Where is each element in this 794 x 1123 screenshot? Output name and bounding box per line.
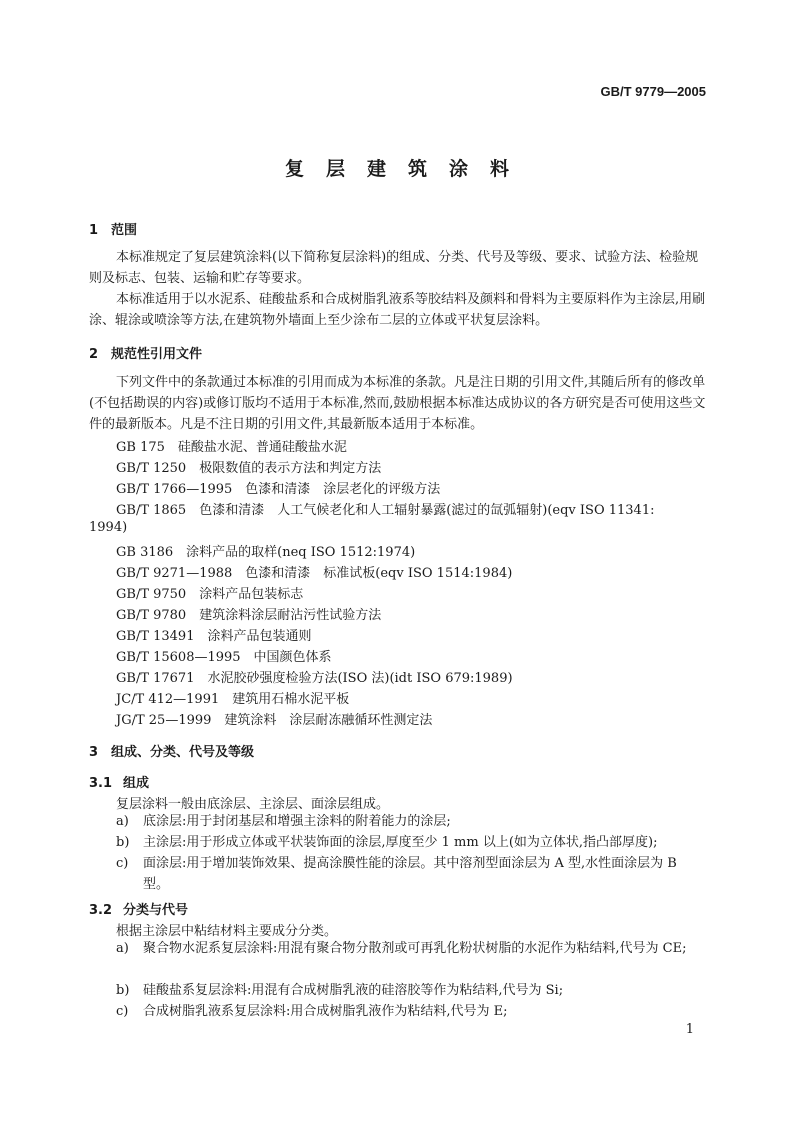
standard-number: GB/T 9779—2005 [600, 84, 706, 99]
list-text: 主涂层:用于形成立体或平状装饰面的涂层,厚度至少 1 mm 以上(如为立体状,指凸部厚度); [143, 835, 658, 850]
list-marker: c) [116, 1004, 129, 1019]
list-item [116, 811, 706, 832]
reference-item: GB/T 1250 极限数值的表示方法和判定方法 [116, 461, 382, 476]
page-title [0, 154, 794, 181]
reference-item: GB/T 17671 水泥胶砂强度检验方法(ISO 法)(idt ISO 679:1989) [116, 671, 513, 686]
reference-item: GB/T 9780 建筑涂料涂层耐沾污性试验方法 [116, 608, 382, 623]
list-marker: b) [116, 983, 130, 998]
section-number: 2 [89, 347, 99, 362]
section-title: 规范性引用文件 [111, 347, 203, 362]
list-text: 聚合物水泥系复层涂料:用混有聚合物分散剂或可再乳化粉状树脂的水泥作为粘结料,代号为 CE; [143, 941, 687, 956]
section-2-heading [89, 343, 202, 362]
title-char: 筑 [408, 158, 428, 180]
list-text: 面涂层:用于增加装饰效果、提高涂膜性能的涂层。其中溶剂型面涂层为 A 型,水性面涂层为 B 型。 [143, 856, 677, 892]
section-number: 3 [89, 745, 99, 760]
section-1-paragraph-1: 本标准规定了复层建筑涂料(以下简称复层涂料)的组成、分类、代号及等级、要求、试验方法、检验规则及标志、包装、运输和贮存等要求。 [89, 250, 699, 286]
title-char: 建 [366, 158, 386, 180]
list-item [116, 1001, 706, 1022]
section-1-heading [89, 219, 137, 238]
list-item [116, 853, 706, 895]
section-3-heading [89, 741, 254, 760]
list-marker: a) [116, 941, 129, 956]
list-item [116, 832, 706, 853]
subsection-title: 组成 [123, 776, 150, 791]
list-marker: b) [116, 835, 130, 850]
reference-item: JG/T 25—1999 建筑涂料 涂层耐冻融循环性测定法 [116, 713, 433, 728]
reference-item: JC/T 412—1991 建筑用石棉水泥平板 [116, 692, 350, 707]
reference-item: GB 3186 涂料产品的取样(neq ISO 1512:1974) [116, 545, 416, 560]
subsection-number: 3.2 [89, 903, 113, 918]
list-item [116, 980, 706, 1001]
subsection-title: 分类与代号 [123, 903, 189, 918]
reference-item: GB/T 1766—1995 色漆和清漆 涂层老化的评级方法 [116, 482, 441, 497]
subsection-number: 3.1 [89, 776, 113, 791]
title-char: 涂 [449, 158, 469, 180]
page-number: 1 [685, 1022, 694, 1037]
title-char: 料 [490, 158, 510, 180]
list-item [116, 938, 706, 959]
reference-item: GB/T 9750 涂料产品包装标志 [116, 587, 304, 602]
subsection-intro: 复层涂料一般由底涂层、主涂层、面涂层组成。 [116, 797, 390, 812]
subsection-3-1-heading [89, 772, 149, 791]
section-title: 范围 [111, 223, 138, 238]
section-title: 组成、分类、代号及等级 [111, 745, 255, 760]
reference-item: GB/T 13491 涂料产品包装通则 [116, 629, 312, 644]
subsection-intro: 根据主涂层中粘结材料主要成分分类。 [116, 924, 338, 939]
section-2-paragraph: 下列文件中的条款通过本标准的引用而成为本标准的条款。凡是注日期的引用文件,其随后所有的修改单(不包括勘误的内容)或修订版均不适用于本标准,然而,鼓励根据本标准达成协议的各方研究是否可使用这些文件的最新版本。凡是不注日期的引用文件,其最新版本适用于本标准。 [89, 375, 706, 432]
list-marker: c) [116, 856, 129, 871]
title-char: 层 [325, 158, 345, 180]
list-text: 合成树脂乳液系复层涂料:用合成树脂乳液作为粘结料,代号为 E; [143, 1004, 508, 1019]
reference-item: GB/T 1865 色漆和清漆 人工气候老化和人工辐射暴露(滤过的氙弧辐射)(eqv ISO 11341: [116, 503, 655, 518]
section-1-paragraph-2: 本标准适用于以水泥系、硅酸盐系和合成树脂乳液系等胶结料及颜料和骨料为主要原料作为主涂层,用刷涂、辊涂或喷涂等方法,在建筑物外墙面上至少涂布二层的立体或平状复层涂料。 [89, 292, 706, 328]
subsection-3-2-heading [89, 899, 188, 918]
reference-item-continued: 1994) [89, 520, 128, 535]
list-marker: a) [116, 814, 129, 829]
reference-item: GB/T 9271—1988 色漆和清漆 标准试板(eqv ISO 1514:1984) [116, 566, 513, 581]
reference-item: GB 175 硅酸盐水泥、普通硅酸盐水泥 [116, 440, 347, 455]
reference-item: GB/T 15608—1995 中国颜色体系 [116, 650, 332, 665]
list-text: 底涂层:用于封闭基层和增强主涂料的附着能力的涂层; [143, 814, 451, 829]
title-char: 复 [284, 158, 304, 180]
list-text: 硅酸盐系复层涂料:用混有合成树脂乳液的硅溶胶等作为粘结料,代号为 Si; [143, 983, 564, 998]
section-number: 1 [89, 223, 99, 238]
